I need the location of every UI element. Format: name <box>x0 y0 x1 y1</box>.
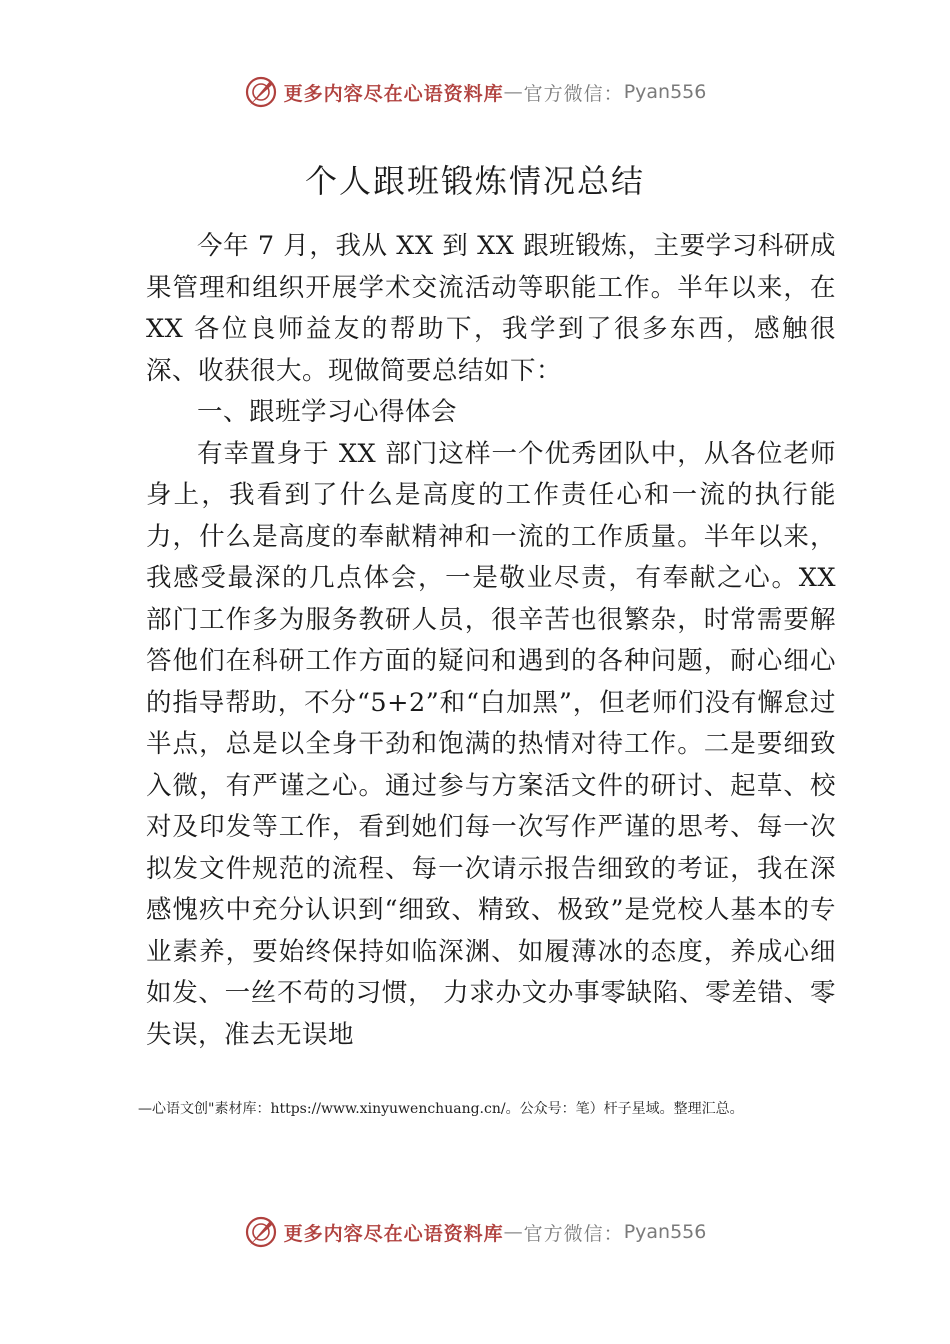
source-footnote: —心语文创"素材库：https://www.xinyuwenchuang.cn/。公众号：笔）杆子星域。整理汇总。 <box>138 1101 744 1117</box>
document-body <box>146 226 836 1056</box>
quill-logo-icon <box>244 75 278 109</box>
section-heading: 一、跟班学习心得体会 <box>197 397 458 427</box>
banner-wechat-label: 官方微信： <box>523 82 624 105</box>
banner-main-text: 更多内容尽在心语资料库 <box>283 82 504 105</box>
document-title: 个人跟班锻炼情况总结 <box>304 162 645 200</box>
paragraph-experience: 有幸置身于 XX 部门这样一个优秀团队中，从各位老师身上，我看到了什么是高度的工作责任心和一流的执行能力，什么是高度的奉献精神和一流的工作质量。半年以来，我感受最深的几点体会，一是敬业尽责，有奉献之心。XX 部门工作多为服务教研人员，很辛苦也很繁杂，时常需要解答他们在科研工作方面的疑问和遇到的各种问题，耐心细心的指导帮助，不分“5+2”和“白加黑”，但老师们没有懈怠过半点，总是以全身干劲和饱满的热情对待工作。二是要细致入微，有严谨之心。通过参与方案活文件的研讨、起草、校对及印发等工作，看到她们每一次写作严谨的思考、每一次拟发文件规范的流程、每一次请示报告细致的考证，我在深感愧疚中充分认识到“细致、精致、极致”是党校人基本的专业素养，要始终保持如临深渊、如履薄冰的态度，养成心细如发、一丝不苟的习惯， 力求办文办事零缺陷、零差错、零失误，准去无误地 <box>146 438 836 1050</box>
header-banner <box>0 72 950 112</box>
banner-wechat-id: Pyan556 <box>623 1221 707 1243</box>
quill-logo-icon <box>244 1215 278 1249</box>
banner-wechat-label: 官方微信： <box>523 1222 624 1245</box>
banner-dash: — <box>503 81 524 103</box>
footer-banner <box>0 1212 950 1252</box>
banner-dash: — <box>503 1221 524 1243</box>
banner-main-text: 更多内容尽在心语资料库 <box>283 1222 504 1245</box>
paragraph-intro: 今年 7 月，我从 XX 到 XX 跟班锻炼，主要学习科研成果管理和组织开展学术交流活动等职能工作。半年以来，在 XX 各位良师益友的帮助下，我学到了很多东西，感触很深、收获很大。现做简要总结如下： <box>146 231 836 386</box>
banner-wechat-id: Pyan556 <box>623 81 707 103</box>
